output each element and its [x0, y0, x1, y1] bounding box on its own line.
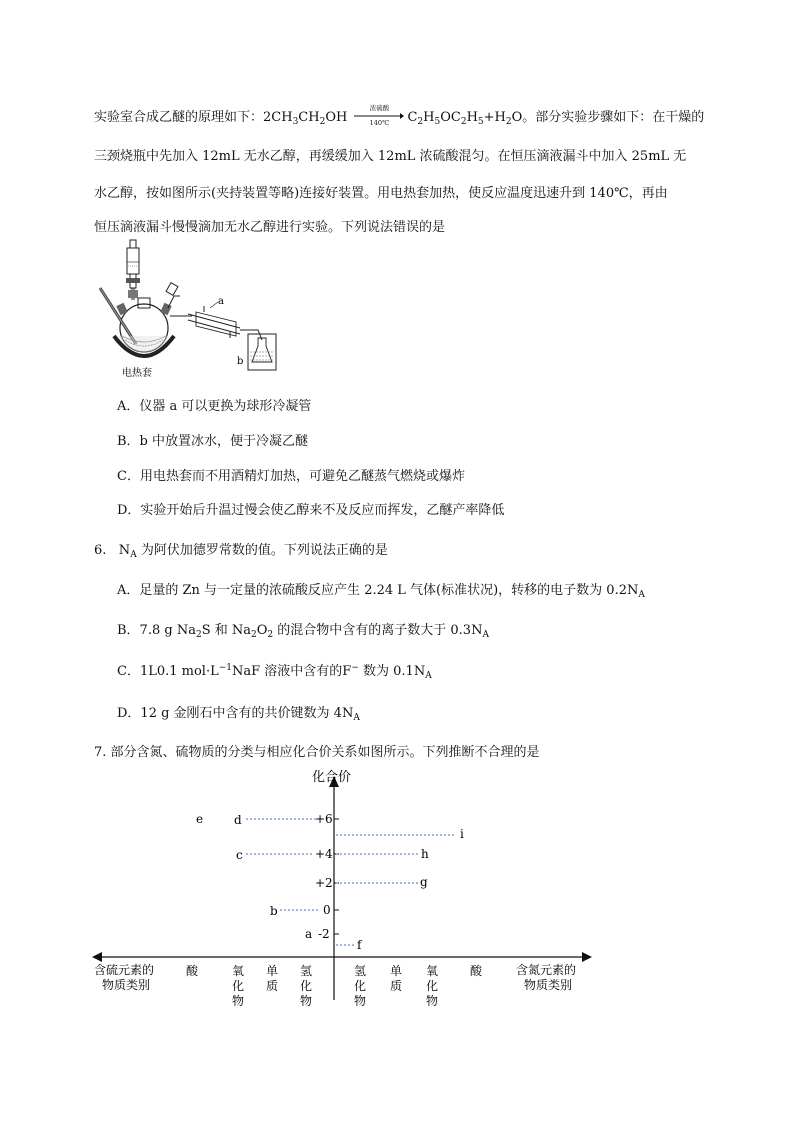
q6-number: 6. [94, 543, 107, 558]
q6-c-text: C．1L0.1 mol·L [117, 664, 219, 679]
sulfur-category-1: 氧 [231, 964, 245, 978]
right-axis-label-line1: 含氮元素的 [516, 963, 577, 977]
intro-line-1: 实验室合成乙醚的原理如下：$2CH_3CH_2OH$ 浓硫酸 140℃ $C_2H_5OC_2H_5+H_2O$。部分实验步骤如下：在干燥的 [94, 104, 705, 127]
label-b: b [237, 356, 244, 367]
point-g: g [420, 875, 428, 889]
point-f: f [357, 938, 362, 952]
q6-option-a: A．足量的 Zn 与一定量的浓硫酸反应产生 2.24 L 气体(标准状况)，转移的电子数为 $0.2N_A$ [117, 583, 645, 600]
sulfur-category-2: 单 [265, 964, 279, 978]
intro-text: H [423, 110, 435, 125]
q5-option-d: D．实验开始后升温过慢会使乙醇来不及反应而挥发，乙醚产率降低 [117, 503, 505, 518]
right-axis-label-line2: 物质类别 [524, 978, 573, 992]
q5-option-b: B．b 中放置冰水，便于冷凝乙醚 [117, 434, 309, 449]
q6-a-text: A．足量的 Zn 与一定量的浓硫酸反应产生 2.24 L 气体(标准状况)，转移的电子数为 0.2N [117, 583, 639, 598]
q5-option-a: A．仪器 a 可以更换为球形冷凝管 [117, 399, 312, 414]
nitrogen-category-2: 物 [425, 994, 439, 1008]
nitrogen-category-2: 化 [425, 979, 439, 993]
left-axis-label-line1: 含硫元素的 [94, 963, 155, 977]
nitrogen-category-0: 物 [353, 994, 367, 1008]
heater-label: 电热套 [122, 368, 152, 379]
q6-b-text: O [256, 623, 268, 638]
apparatus-diagram [92, 236, 292, 384]
nitrogen-category-1: 质 [389, 979, 403, 993]
sulfur-category-3: 物 [299, 994, 313, 1008]
sulfur-category-1: 化 [231, 979, 245, 993]
intro-text: CH [298, 110, 320, 125]
q6-option-d: D．12 g 金刚石中含有的共价键数为 $4N_A$ [117, 706, 360, 723]
nitrogen-category-0: 氢 [353, 964, 367, 978]
q6-c-text: 数为 0.1N [358, 664, 426, 679]
intro-text: C [407, 110, 418, 125]
q7-text: 部分含氮、硫物质的分类与相应化合价关系如图所示。下列推断不合理的是 [110, 745, 540, 760]
intro-text: OH [325, 110, 348, 125]
q6-b-text: B．7.8 g Na [117, 623, 196, 638]
q6-stem: 6. $N_A$ 为阿伏加德罗常数的值。下列说法正确的是 [94, 543, 388, 560]
tick-minus2: -2 [318, 927, 330, 941]
point-h: h [421, 847, 429, 861]
intro-text: 实验室合成乙醚的原理如下：2CH [94, 110, 293, 125]
intro-line-2: 三颈烧瓶中先加入 12mL 无水乙醇，再缓缓加入 12mL 浓硫酸混匀。在恒压滴液漏斗中加入 25mL 无 [94, 149, 687, 164]
tick-zero: 0 [323, 903, 331, 917]
intro-line-3: 水乙醇，按如图所示(夹持装置等略)连接好装置。用电热套加热，使反应温度迅速升到 140℃，再由 [94, 186, 668, 201]
intro-text: H [466, 110, 478, 125]
point-d: d [234, 813, 242, 827]
intro-text: OC [440, 110, 461, 125]
sulfur-category-3: 氢 [299, 964, 313, 978]
intro-line-4: 恒压滴液漏斗慢慢滴加无水乙醇进行实验。下列说法错误的是 [94, 220, 446, 235]
nitrogen-category-3: 酸 [469, 964, 483, 978]
left-axis-label-line2: 物质类别 [102, 978, 151, 992]
valence-chart [0, 760, 794, 1020]
reaction-arrow [354, 104, 404, 127]
label-a: a [218, 296, 224, 307]
nitrogen-category-1: 单 [389, 964, 403, 978]
nitrogen-category-2: 氧 [425, 964, 439, 978]
q6-c-text: F [342, 664, 352, 679]
point-i: i [460, 827, 464, 841]
nitrogen-category-0: 化 [353, 979, 367, 993]
q6-text: 为阿伏加德罗常数的值。下列说法正确的是 [140, 543, 388, 558]
tick-plus4: +4 [315, 847, 333, 861]
tick-plus6: +6 [315, 812, 333, 826]
intro-text: +H [483, 110, 506, 125]
q5-option-c: C．用电热套而不用酒精灯加热，可避免乙醚蒸气燃烧或爆炸 [117, 469, 465, 484]
q7-number: 7. [94, 745, 107, 760]
arrow-condition-bottom: 140℃ [369, 119, 390, 127]
q6-b-text: S 和 Na [201, 623, 251, 638]
sulfur-category-3: 化 [299, 979, 313, 993]
point-e: e [196, 812, 204, 826]
y-axis-title: 化合价 [312, 770, 352, 785]
arrow-condition-top: 浓硫酸 [369, 104, 390, 112]
point-c: c [236, 848, 243, 862]
y-ticks [315, 812, 339, 941]
point-b: b [270, 904, 278, 918]
intro-text: O。部分实验步骤如下：在干燥的 [511, 110, 705, 125]
sulfur-category-0: 酸 [185, 964, 199, 978]
q7-stem [94, 741, 540, 760]
q6-option-b: B．7.8 g $Na_2S$ 和 $Na_2O_2$ 的混合物中含有的离子数大于 $0.3N_A$ [117, 623, 489, 640]
q6-c-text: NaF 溶液中含有的 [232, 664, 343, 679]
sulfur-category-2: 质 [265, 979, 279, 993]
point-a: a [305, 927, 313, 941]
q6-b-text: 的混合物中含有的离子数大于 0.3N [273, 623, 483, 638]
q6-d-text: D．12 g 金刚石中含有的共价键数为 4N [117, 706, 354, 721]
sulfur-category-1: 物 [231, 994, 245, 1008]
q6-option-c: C．1L0.1 $mol\cdot L^{-1}NaF$ 溶液中含有的F− 数为 $0.1N_A$ [117, 663, 432, 681]
tick-plus2: +2 [315, 876, 333, 890]
